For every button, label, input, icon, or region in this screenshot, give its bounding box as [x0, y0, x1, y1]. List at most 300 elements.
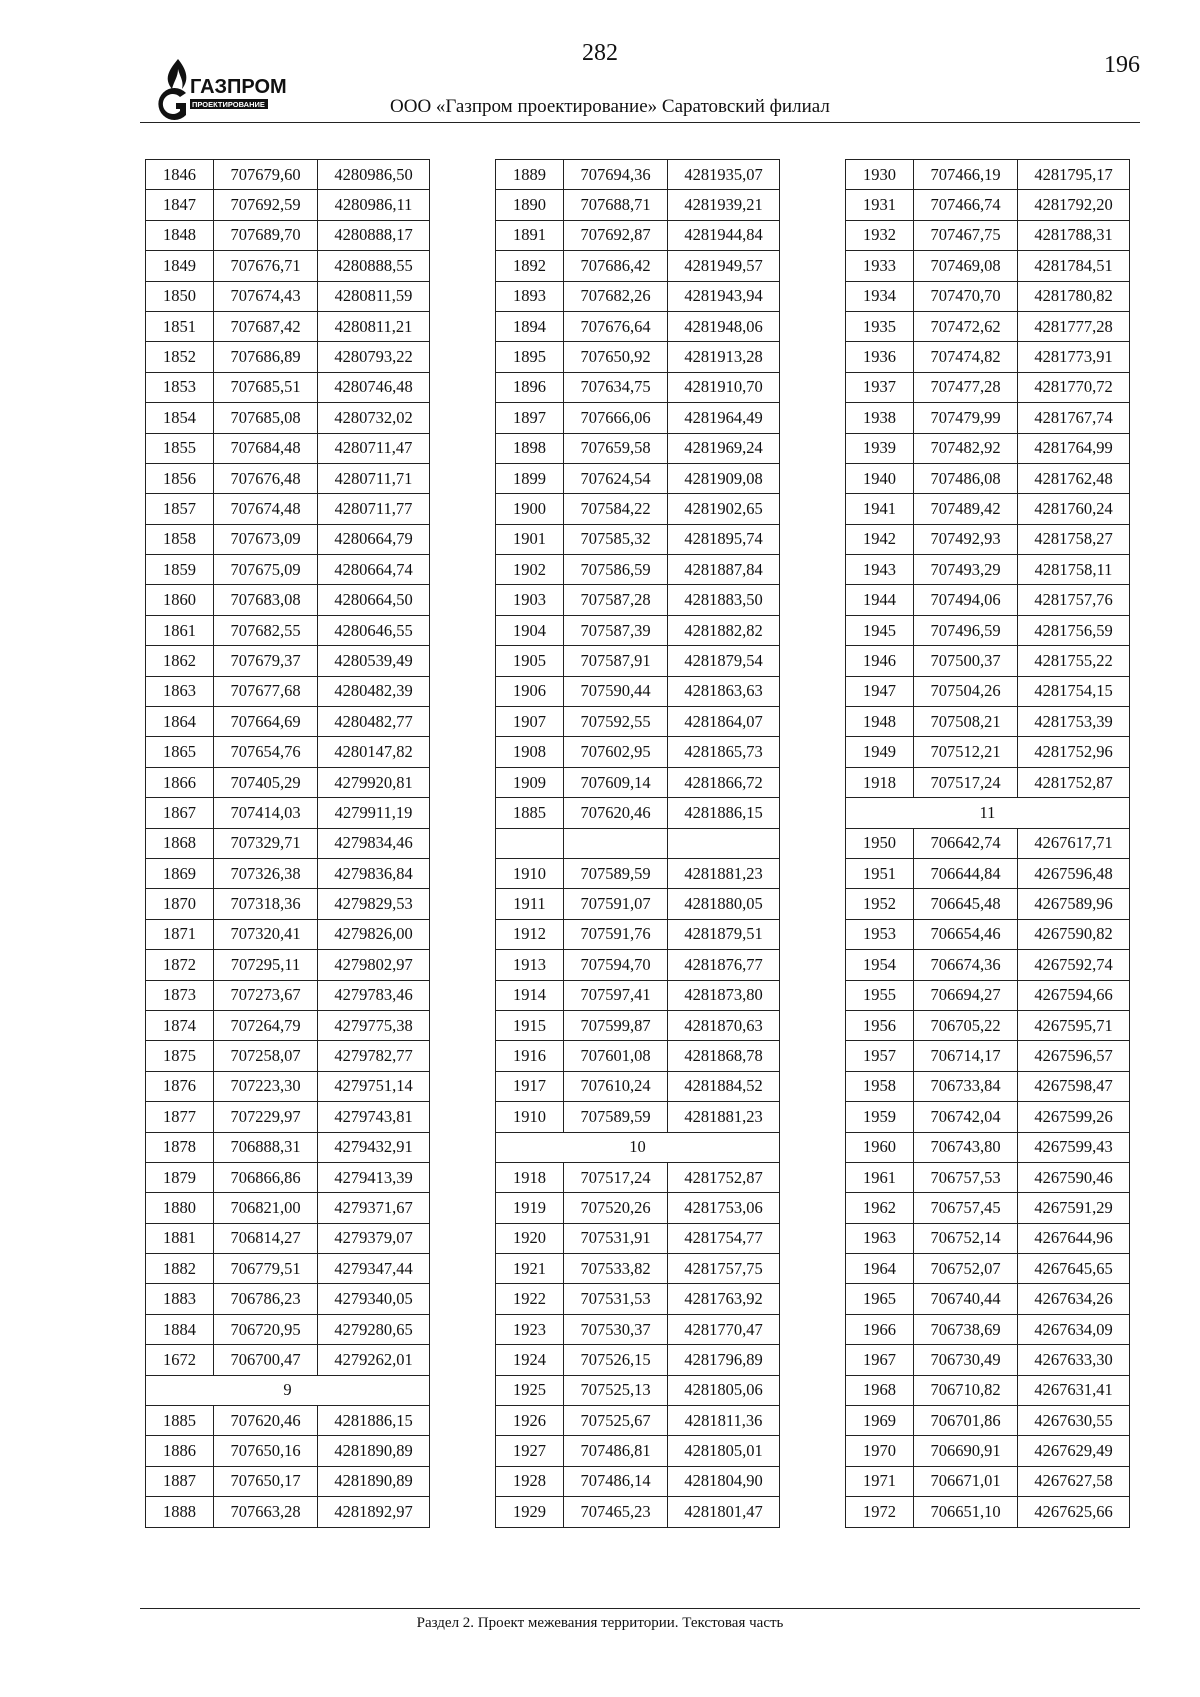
- coordinate-y: 4281868,78: [668, 1041, 780, 1071]
- table-row: [846, 1010, 1130, 1040]
- table-row: [496, 1102, 780, 1132]
- coordinate-x: 707264,79: [214, 1010, 318, 1040]
- coordinate-x: 707682,55: [214, 615, 318, 645]
- coordinate-y: 4267599,26: [1018, 1102, 1130, 1132]
- coordinate-x: 707258,07: [214, 1041, 318, 1071]
- coordinate-x: 707663,28: [214, 1497, 318, 1527]
- point-number: 1854: [146, 403, 214, 433]
- coordinate-y: 4279432,91: [318, 1132, 430, 1162]
- table-row: [496, 1254, 780, 1284]
- point-number: 1934: [846, 281, 914, 311]
- table-row: [496, 1497, 780, 1527]
- table-row: [496, 919, 780, 949]
- table-row: [496, 1406, 780, 1436]
- coordinate-x: 706642,74: [914, 828, 1018, 858]
- coordinate-x: 706714,17: [914, 1041, 1018, 1071]
- coordinate-y: 4279751,14: [318, 1071, 430, 1101]
- coordinate-y: 4281866,72: [668, 767, 780, 797]
- coordinate-x: 707526,15: [564, 1345, 668, 1375]
- point-number: 1916: [496, 1041, 564, 1071]
- coordinate-x: 707508,21: [914, 707, 1018, 737]
- table-row: [146, 555, 430, 585]
- table-row: [496, 798, 780, 828]
- point-number: 1872: [146, 950, 214, 980]
- coordinate-x: 706710,82: [914, 1375, 1018, 1405]
- coordinate-x: 707664,69: [214, 707, 318, 737]
- point-number: 1892: [496, 251, 564, 281]
- coordinate-x: 707683,08: [214, 585, 318, 615]
- coordinate-y: 4281753,06: [668, 1193, 780, 1223]
- coordinate-y: 4281757,76: [1018, 585, 1130, 615]
- coordinate-y: 4279802,97: [318, 950, 430, 980]
- point-number: 1850: [146, 281, 214, 311]
- coordinate-y: 4279743,81: [318, 1102, 430, 1132]
- coordinates-table-2: [495, 159, 780, 1528]
- section-number: 9: [146, 1375, 430, 1405]
- coordinate-y: 4281764,99: [1018, 433, 1130, 463]
- table-row: [146, 524, 430, 554]
- point-number: 1932: [846, 220, 914, 250]
- coordinate-y: 4281757,75: [668, 1254, 780, 1284]
- point-number: 1906: [496, 676, 564, 706]
- point-number: 1938: [846, 403, 914, 433]
- coordinate-y: 4267598,47: [1018, 1071, 1130, 1101]
- table-row: [496, 1375, 780, 1405]
- coordinate-y: 4279836,84: [318, 858, 430, 888]
- table-row: [846, 463, 1130, 493]
- table-row: [846, 403, 1130, 433]
- coordinate-x: 707692,59: [214, 190, 318, 220]
- point-number: 1961: [846, 1162, 914, 1192]
- coordinate-y: 4279379,07: [318, 1223, 430, 1253]
- coordinate-x: 707530,37: [564, 1314, 668, 1344]
- coordinate-y: 4267589,96: [1018, 889, 1130, 919]
- coordinate-x: 707675,09: [214, 555, 318, 585]
- coordinate-y: 4281805,01: [668, 1436, 780, 1466]
- table-row: [496, 494, 780, 524]
- coordinate-y: 4281880,05: [668, 889, 780, 919]
- coordinate-x: 707692,87: [564, 220, 668, 250]
- coordinate-y: 4279371,67: [318, 1193, 430, 1223]
- point-number: 1846: [146, 160, 214, 190]
- table-row: [146, 342, 430, 372]
- coordinate-y: 4267596,57: [1018, 1041, 1130, 1071]
- table-row: [846, 281, 1130, 311]
- point-number: 1958: [846, 1071, 914, 1101]
- table-row: [846, 950, 1130, 980]
- coordinate-x: 707679,60: [214, 160, 318, 190]
- point-number: 1874: [146, 1010, 214, 1040]
- table-row: [496, 1162, 780, 1192]
- coordinate-x: 707624,54: [564, 463, 668, 493]
- coordinate-x: 707223,30: [214, 1071, 318, 1101]
- point-number: 1969: [846, 1406, 914, 1436]
- point-number: 1910: [496, 858, 564, 888]
- logo-text-sub: ПРОЕКТИРОВАНИЕ: [192, 100, 265, 109]
- point-number: 1886: [146, 1436, 214, 1466]
- coordinate-y: 4279775,38: [318, 1010, 430, 1040]
- table-row: [146, 1345, 430, 1375]
- coordinate-x: 707273,67: [214, 980, 318, 1010]
- table-row: [846, 1436, 1130, 1466]
- point-number: 1928: [496, 1466, 564, 1496]
- coordinate-x: 707320,41: [214, 919, 318, 949]
- table-row: [846, 220, 1130, 250]
- table-row: [146, 615, 430, 645]
- coordinate-y: 4267634,09: [1018, 1314, 1130, 1344]
- coordinate-x: 706866,86: [214, 1162, 318, 1192]
- table-row: [496, 676, 780, 706]
- table-row: [496, 524, 780, 554]
- point-number: 1672: [146, 1345, 214, 1375]
- coordinate-y: 4281964,49: [668, 403, 780, 433]
- table-row: [846, 676, 1130, 706]
- point-number: 1848: [146, 220, 214, 250]
- table-row: [496, 403, 780, 433]
- table-row: [846, 737, 1130, 767]
- point-number: 1925: [496, 1375, 564, 1405]
- coordinate-x: 707686,42: [564, 251, 668, 281]
- section-row: [146, 1375, 430, 1405]
- table-row: [846, 1132, 1130, 1162]
- coordinate-x: 707496,59: [914, 615, 1018, 645]
- table-row: [146, 1102, 430, 1132]
- coordinate-x: 707470,70: [914, 281, 1018, 311]
- coordinate-x: 707591,76: [564, 919, 668, 949]
- point-number: 1865: [146, 737, 214, 767]
- coordinate-y: 4267630,55: [1018, 1406, 1130, 1436]
- coordinate-x: 707525,13: [564, 1375, 668, 1405]
- coordinate-y: 4281881,23: [668, 858, 780, 888]
- table-row: [846, 919, 1130, 949]
- coordinate-y: 4281755,22: [1018, 646, 1130, 676]
- table-row: [846, 555, 1130, 585]
- flame-icon: [168, 59, 187, 89]
- table-row: [496, 1010, 780, 1040]
- point-number: 1884: [146, 1314, 214, 1344]
- coordinate-y: 4281884,52: [668, 1071, 780, 1101]
- coordinate-y: 4281879,54: [668, 646, 780, 676]
- coordinate-x: 706752,07: [914, 1254, 1018, 1284]
- coordinate-y: 4267631,41: [1018, 1375, 1130, 1405]
- point-number: 1963: [846, 1223, 914, 1253]
- point-number: 1901: [496, 524, 564, 554]
- point-number: 1904: [496, 615, 564, 645]
- coordinate-x: 706733,84: [914, 1071, 1018, 1101]
- table-row: [146, 190, 430, 220]
- table-row: [146, 311, 430, 341]
- logo-text-main: ГАЗПРОМ: [190, 76, 287, 98]
- table-row: [496, 828, 780, 858]
- coordinate-x: 707326,38: [214, 858, 318, 888]
- coordinate-x: 706720,95: [214, 1314, 318, 1344]
- coordinate-x: 707688,71: [564, 190, 668, 220]
- point-number: 1948: [846, 707, 914, 737]
- coordinate-x: 707650,17: [214, 1466, 318, 1496]
- table-row: [496, 737, 780, 767]
- coordinate-x: 707486,81: [564, 1436, 668, 1466]
- table-row: [846, 980, 1130, 1010]
- coordinate-y: 4281762,48: [1018, 463, 1130, 493]
- coordinate-y: 4281752,87: [668, 1162, 780, 1192]
- table-row: [146, 585, 430, 615]
- coordinate-y: 4267594,66: [1018, 980, 1130, 1010]
- coordinate-y: 4281949,57: [668, 251, 780, 281]
- coordinate-x: 707517,24: [564, 1162, 668, 1192]
- coordinate-x: 707405,29: [214, 767, 318, 797]
- table-row: [846, 372, 1130, 402]
- point-number: 1859: [146, 555, 214, 585]
- coordinate-y: 4279782,77: [318, 1041, 430, 1071]
- table-row: [146, 828, 430, 858]
- coordinate-y: 4267627,58: [1018, 1466, 1130, 1496]
- coordinate-y: 4267591,29: [1018, 1193, 1130, 1223]
- coordinate-y: 4281758,11: [1018, 555, 1130, 585]
- point-number: 1876: [146, 1071, 214, 1101]
- coordinate-x: 707599,87: [564, 1010, 668, 1040]
- table-row: [496, 1223, 780, 1253]
- table-row: [846, 433, 1130, 463]
- coordinate-x: 707590,44: [564, 676, 668, 706]
- coordinate-x: 707677,68: [214, 676, 318, 706]
- point-number: 1895: [496, 342, 564, 372]
- coordinate-y: 4280147,82: [318, 737, 430, 767]
- coordinate-x: 707479,99: [914, 403, 1018, 433]
- table-row: [846, 858, 1130, 888]
- coordinate-y: 4281882,82: [668, 615, 780, 645]
- coordinate-y: 4281890,89: [318, 1466, 430, 1496]
- coordinate-x: 707466,74: [914, 190, 1018, 220]
- g-letter-icon: [158, 88, 186, 120]
- table-row: [496, 311, 780, 341]
- table-row: [846, 1193, 1130, 1223]
- table-row: [846, 190, 1130, 220]
- point-number: 1849: [146, 251, 214, 281]
- table-row: [146, 372, 430, 402]
- table-row: [496, 1284, 780, 1314]
- coordinate-y: 4281760,24: [1018, 494, 1130, 524]
- point-number: 1941: [846, 494, 914, 524]
- coordinate-x: 707687,42: [214, 311, 318, 341]
- point-number: 1889: [496, 160, 564, 190]
- point-number: 1920: [496, 1223, 564, 1253]
- coordinate-x: 707525,67: [564, 1406, 668, 1436]
- point-number: 1967: [846, 1345, 914, 1375]
- point-number: 1962: [846, 1193, 914, 1223]
- point-number: 1891: [496, 220, 564, 250]
- point-number: 1863: [146, 676, 214, 706]
- table-row: [146, 251, 430, 281]
- point-number: 1953: [846, 919, 914, 949]
- point-number: 1955: [846, 980, 914, 1010]
- point-number: 1878: [146, 1132, 214, 1162]
- coordinate-y: 4281752,96: [1018, 737, 1130, 767]
- coordinate-x: 707587,39: [564, 615, 668, 645]
- coordinate-x: 707295,11: [214, 950, 318, 980]
- table-row: [496, 615, 780, 645]
- point-number: 1866: [146, 767, 214, 797]
- table-row: [496, 251, 780, 281]
- coordinate-x: 706738,69: [914, 1314, 1018, 1344]
- coordinate-y: 4280711,71: [318, 463, 430, 493]
- coordinate-y: 4280811,21: [318, 311, 430, 341]
- point-number: 1951: [846, 858, 914, 888]
- coordinate-y: 4281754,77: [668, 1223, 780, 1253]
- table-row: [846, 1071, 1130, 1101]
- table-row: [846, 1375, 1130, 1405]
- section-row: [496, 1132, 780, 1162]
- coordinate-y: 4281754,15: [1018, 676, 1130, 706]
- coordinate-x: 707674,43: [214, 281, 318, 311]
- point-number: 1855: [146, 433, 214, 463]
- point-number: 1911: [496, 889, 564, 919]
- coordinate-y: 4281805,06: [668, 1375, 780, 1405]
- point-number: 1858: [146, 524, 214, 554]
- coordinate-y: 4281865,73: [668, 737, 780, 767]
- point-number: 1935: [846, 311, 914, 341]
- coordinate-y: 4281796,89: [668, 1345, 780, 1375]
- point-number: 1909: [496, 767, 564, 797]
- point-number: 1943: [846, 555, 914, 585]
- point-number: 1972: [846, 1497, 914, 1527]
- point-number: 1940: [846, 463, 914, 493]
- point-number: 1945: [846, 615, 914, 645]
- point-number: 1908: [496, 737, 564, 767]
- coordinate-y: 4280711,77: [318, 494, 430, 524]
- table-row: [146, 463, 430, 493]
- coordinate-x: 707594,70: [564, 950, 668, 980]
- point-number: 1912: [496, 919, 564, 949]
- coordinate-x: 706645,48: [914, 889, 1018, 919]
- coordinate-x: 707609,14: [564, 767, 668, 797]
- point-number: 1966: [846, 1314, 914, 1344]
- coordinate-y: 4281767,74: [1018, 403, 1130, 433]
- coordinate-y: 4267633,30: [1018, 1345, 1130, 1375]
- point-number: 1879: [146, 1162, 214, 1192]
- coordinate-x: 707465,23: [564, 1497, 668, 1527]
- table-row: [496, 858, 780, 888]
- coordinate-x: 707486,14: [564, 1466, 668, 1496]
- coordinate-x: 707329,71: [214, 828, 318, 858]
- point-number: 1864: [146, 707, 214, 737]
- table-row: [146, 767, 430, 797]
- coordinate-x: 707592,55: [564, 707, 668, 737]
- coordinate-y: 4281864,07: [668, 707, 780, 737]
- table-row: [846, 707, 1130, 737]
- table-row: [146, 220, 430, 250]
- coordinate-x: 706701,86: [914, 1406, 1018, 1436]
- point-number: 1888: [146, 1497, 214, 1527]
- coordinate-y: 4281943,94: [668, 281, 780, 311]
- coordinate-x: 707666,06: [564, 403, 668, 433]
- coordinate-y: 4279280,65: [318, 1314, 430, 1344]
- coordinate-y: 4280888,17: [318, 220, 430, 250]
- coordinate-y: 4281913,28: [668, 342, 780, 372]
- coordinate-y: 4279340,05: [318, 1284, 430, 1314]
- coordinate-x: 707520,26: [564, 1193, 668, 1223]
- table-row: [846, 585, 1130, 615]
- point-number: 1964: [846, 1254, 914, 1284]
- table-row: [846, 1223, 1130, 1253]
- coordinate-x: 707477,28: [914, 372, 1018, 402]
- table-row: [146, 1010, 430, 1040]
- table-row: [146, 646, 430, 676]
- coordinate-x: 707676,71: [214, 251, 318, 281]
- coordinate-x: 707467,75: [914, 220, 1018, 250]
- point-number: 1944: [846, 585, 914, 615]
- coordinate-x: 707500,37: [914, 646, 1018, 676]
- coordinate-x: 707602,95: [564, 737, 668, 767]
- section-number: 10: [496, 1132, 780, 1162]
- point-number: 1939: [846, 433, 914, 463]
- coordinate-y: 4279262,01: [318, 1345, 430, 1375]
- table-row: [846, 251, 1130, 281]
- table-row: [496, 1436, 780, 1466]
- coordinate-x: [564, 828, 668, 858]
- coordinate-x: 707533,82: [564, 1254, 668, 1284]
- coordinate-x: 707512,21: [914, 737, 1018, 767]
- point-number: 1930: [846, 160, 914, 190]
- table-row: [496, 342, 780, 372]
- coordinate-y: 4281780,82: [1018, 281, 1130, 311]
- coordinate-x: 707466,19: [914, 160, 1018, 190]
- point-number: 1915: [496, 1010, 564, 1040]
- point-number: 1903: [496, 585, 564, 615]
- table-row: [146, 950, 430, 980]
- table-row: [496, 160, 780, 190]
- coordinate-x: 706740,44: [914, 1284, 1018, 1314]
- point-number: 1970: [846, 1436, 914, 1466]
- coordinate-x: 707589,59: [564, 1102, 668, 1132]
- coordinate-y: 4281758,27: [1018, 524, 1130, 554]
- coordinate-y: 4279413,39: [318, 1162, 430, 1192]
- table-row: [146, 1162, 430, 1192]
- coordinate-y: 4281873,80: [668, 980, 780, 1010]
- table-row: [846, 1284, 1130, 1314]
- table-row: [146, 1071, 430, 1101]
- coordinate-x: 707620,46: [564, 798, 668, 828]
- point-number: 1857: [146, 494, 214, 524]
- coordinate-y: 4279783,46: [318, 980, 430, 1010]
- table-row: [146, 980, 430, 1010]
- coordinate-y: 4281876,77: [668, 950, 780, 980]
- table-row: [846, 1466, 1130, 1496]
- coordinate-x: 707318,36: [214, 889, 318, 919]
- table-row: [146, 889, 430, 919]
- point-number: 1897: [496, 403, 564, 433]
- coordinate-x: 707482,92: [914, 433, 1018, 463]
- organization-name: ООО «Газпром проектирование» Саратовский филиал: [390, 96, 830, 117]
- coordinate-x: 706742,04: [914, 1102, 1018, 1132]
- point-number: 1946: [846, 646, 914, 676]
- table-row: [146, 737, 430, 767]
- table-row: [496, 980, 780, 1010]
- table-row: [496, 433, 780, 463]
- coordinate-y: 4281801,47: [668, 1497, 780, 1527]
- coordinate-y: 4281902,65: [668, 494, 780, 524]
- coordinate-x: 707674,48: [214, 494, 318, 524]
- coordinate-x: 707531,91: [564, 1223, 668, 1253]
- coordinate-x: 707684,48: [214, 433, 318, 463]
- coordinate-y: 4281756,59: [1018, 615, 1130, 645]
- coordinate-x: 706690,91: [914, 1436, 1018, 1466]
- page-number: 282: [582, 40, 618, 66]
- table-row: [846, 1041, 1130, 1071]
- coordinate-x: 706821,00: [214, 1193, 318, 1223]
- table-row: [846, 1162, 1130, 1192]
- coordinate-y: 4280482,77: [318, 707, 430, 737]
- point-number: 1960: [846, 1132, 914, 1162]
